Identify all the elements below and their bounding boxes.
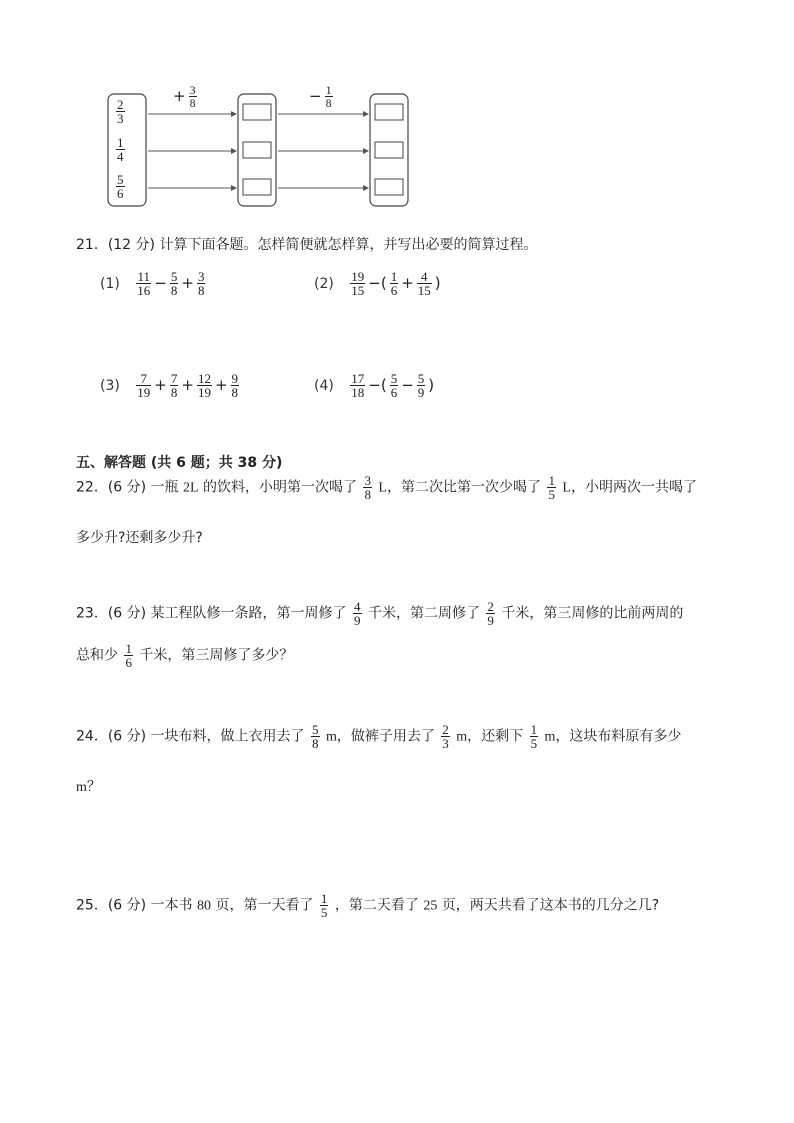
q21-header: 21．(12 分) 计算下面各题。怎样简便就怎样算，并写出必要的简算过程。: [76, 237, 538, 253]
q22-line-1: 22．(6 分) 一瓶 2L 的饮料，小明第一次喝了 $\frac{3}{8}$ L，第二次比第一次少喝了 $\frac{1}{5}$ L，小明两次一共喝了: [76, 473, 697, 502]
q21-problem-1: (1) $\frac{11}{16}$ − $\frac{5}{8}$ + $\frac{3}{8}$: [100, 269, 205, 298]
left-fraction-3: $\frac{5}{6}$: [117, 172, 124, 201]
q24-line-1: 24．(6 分) 一块布料，做上衣用去了 $\frac{5}{8}$ m，做裤子用去了 $\frac{2}{3}$ m，还剩下 $\frac{1}{5}$ m，这块布料原有多少: [76, 722, 682, 751]
q21-problem-4: (4) $\frac{17}{18}$ −( $\frac{5}{6}$ − $\frac{5}{9}$ ): [314, 371, 435, 400]
fraction-flow-diagram: [100, 84, 420, 208]
q23-line-2: 总和少 $\frac{1}{6}$ 千米，第三周修了多少？: [76, 641, 294, 670]
q23-line-1: 23．(6 分) 某工程队修一条路，第一周修了 $\frac{4}{9}$ 千米，第二周修了 $\frac{2}{9}$ 千米，第三周修的比前两周的: [76, 599, 684, 628]
section-title: 五、解答题 (共 6 题；共 38 分): [76, 455, 283, 471]
q25-line-1: 25．(6 分) 一本书 80 页，第一天看了 $\frac{1}{5}$ ，第二天看了 25 页，两天共看了这本书的几分之几?: [76, 891, 660, 920]
q22-line-2: 多少升?还剩多少升?: [76, 530, 203, 546]
operation-minus-label: − $\frac{1}{8}$: [309, 83, 332, 110]
q21-problem-3: (3) $\frac{7}{19}$ + $\frac{7}{8}$ + $\frac{12}{19}$ + $\frac{9}{8}$: [100, 371, 239, 400]
left-fraction-2: $\frac{1}{4}$: [117, 135, 124, 164]
diagram-lines: [100, 84, 420, 208]
q21-problem-2: (2) $\frac{19}{15}$ −( $\frac{1}{6}$ + $\frac{4}{15}$ ): [314, 269, 441, 298]
q24-line-2: m？: [76, 780, 101, 795]
left-fraction-1: $\frac{2}{3}$: [117, 97, 124, 126]
operation-plus-label: + $\frac{3}{8}$: [173, 83, 196, 110]
